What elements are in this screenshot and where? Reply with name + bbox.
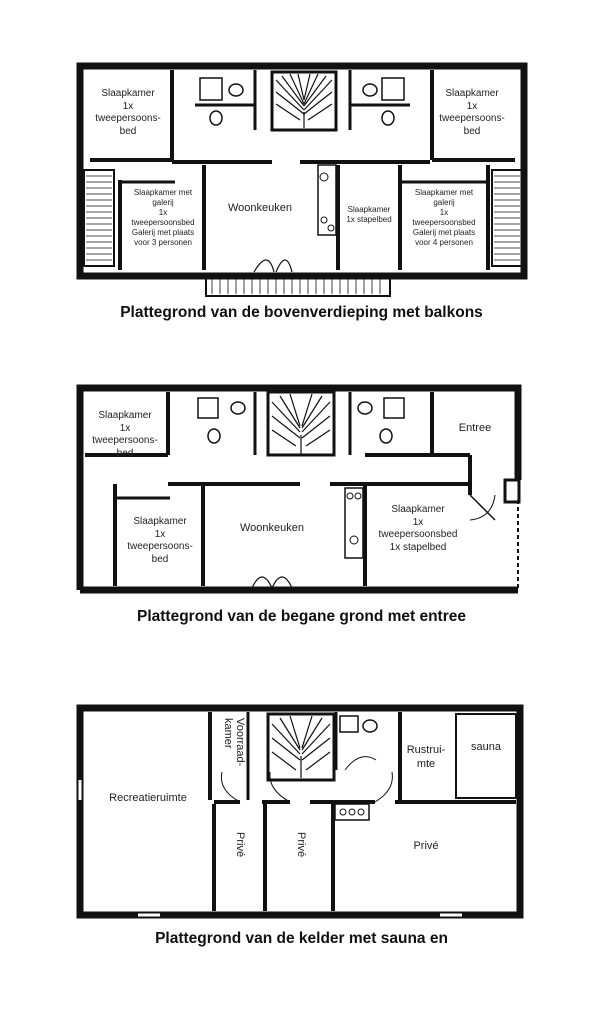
basement-drawing (0, 690, 603, 960)
room-label-basement-prive-2: Privé (295, 832, 307, 858)
room-label-upper-bedroom-gallery-right: Slaapkamer met galerij 1x tweepersoonsbed Galerij met plaats voor 4 personen (412, 188, 476, 247)
room-label-ground-bedroom-topleft: Slaapkamer 1x tweepersoons- bed (92, 410, 158, 459)
room-label-upper-bedroom-topleft: Slaapkamer 1x tweepersoons- bed (95, 88, 161, 137)
room-label-basement-storage: Voorraad- kamer (222, 718, 246, 767)
room-label-ground-bedroom-right: Slaapkamer 1x tweepersoonsbed 1x stapelbed (378, 504, 458, 553)
room-label-ground-entree: Entree (458, 422, 492, 434)
room-label-upper-bedroom-gallery-left: Slaapkamer met galerij 1x tweepersoonsbed Galerij met plaats voor 3 personen (131, 188, 195, 247)
plan-ground-floor (0, 380, 603, 640)
room-label-ground-kitchen: Woonkeuken (239, 522, 304, 534)
upper-floor-caption: Plattegrond van de bovenverdieping met balkons (120, 304, 483, 321)
plan-upper-floor (0, 0, 603, 330)
room-label-basement-recreation: Recreatieruimte (109, 792, 187, 804)
plan-basement (0, 690, 603, 960)
ground-floor-caption: Plattegrond van de begane grond met entree (136, 608, 466, 625)
room-label-basement-sauna: sauna (471, 741, 501, 753)
room-label-upper-bedroom-topright: Slaapkamer 1x tweepersoons- bed (439, 88, 505, 137)
room-label-basement-prive-1: Privé (234, 832, 246, 858)
room-label-basement-prive-3: Privé (413, 840, 439, 852)
room-label-upper-bunk-room: Slaapkamer 1x stapelbed (346, 205, 392, 224)
room-label-upper-kitchen: Woonkeuken (227, 202, 292, 214)
basement-caption: Plattegrond van de kelder met sauna en (155, 930, 448, 947)
room-label-basement-rest-room: Rustrui- mte (406, 744, 446, 770)
room-label-ground-bedroom-left: Slaapkamer 1x tweepersoons- bed (127, 516, 193, 565)
upper-floor-drawing (0, 0, 603, 330)
